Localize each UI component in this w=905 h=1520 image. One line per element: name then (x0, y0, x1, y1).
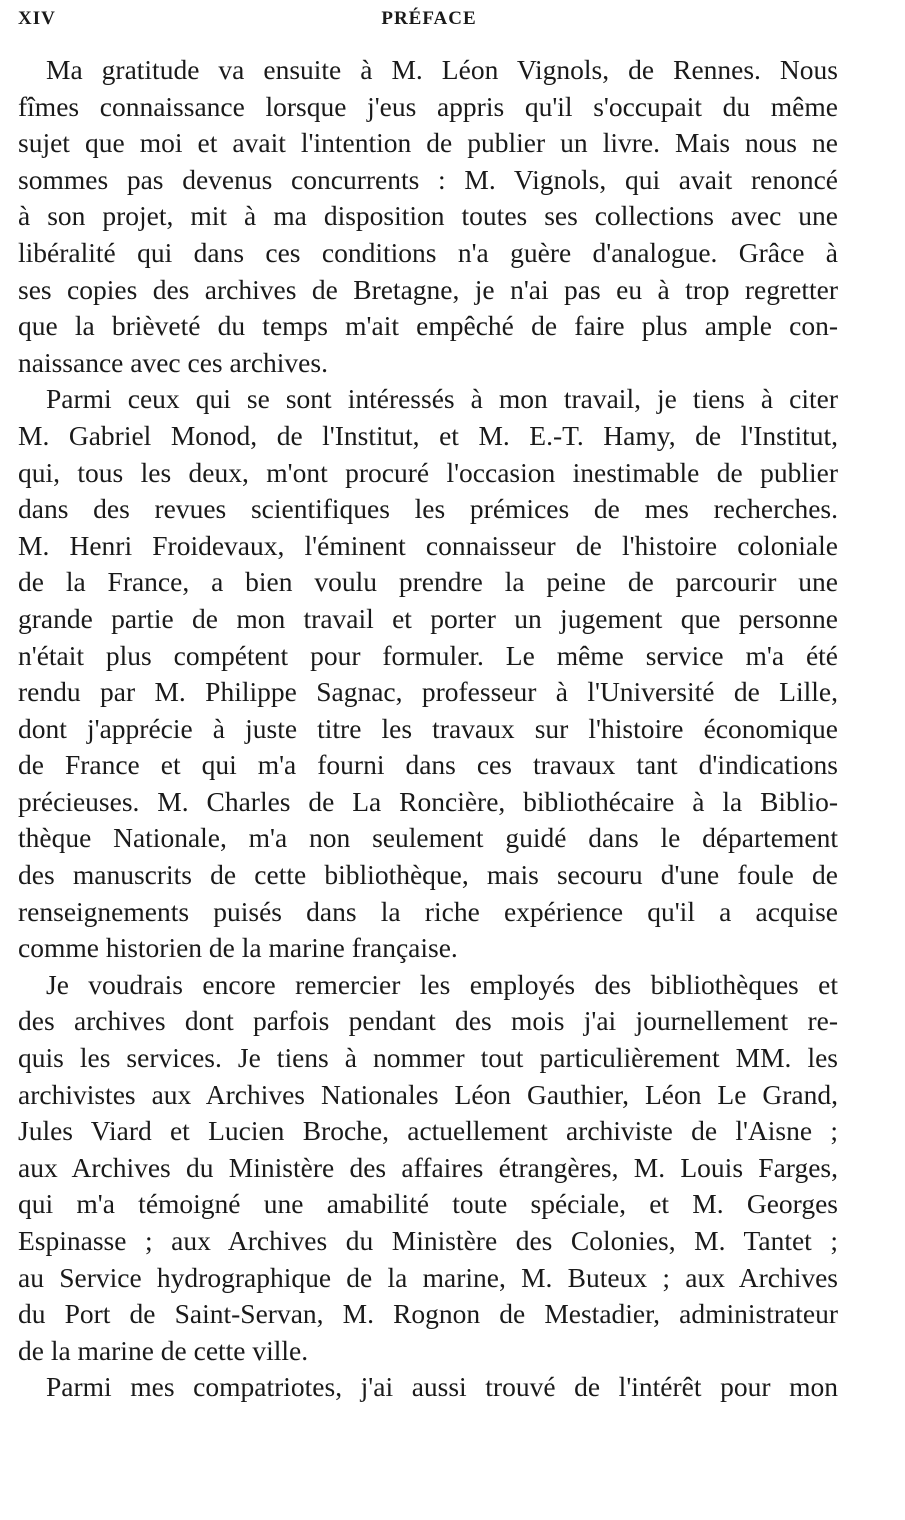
section-title: PRÉFACE (381, 8, 477, 29)
text-line: Espinasse ; aux Archives du Ministère des Colonies, M. Tantet ; (18, 1225, 838, 1256)
text-line: précieuses. M. Charles de La Roncière, bibliothécaire à la Biblio- (18, 785, 838, 817)
page-number: XIV (18, 8, 56, 29)
running-head (18, 8, 840, 34)
text-line: de la France, a bien voulu prendre la peine de parcourir une (18, 566, 838, 598)
text-line: grande partie de mon travail et porter un jugement que personne (18, 602, 838, 634)
paragraph-archivists (18, 967, 838, 1370)
text-line: rendu par M. Philippe Sagnac, professeur à l'Université de Lille, (18, 676, 838, 708)
text-line: sommes pas devenus concurrents : M. Vignols, qui avait renoncé (18, 163, 838, 195)
text-line: M. Henri Froidevaux, l'éminent connaisseur de l'histoire coloniale (18, 529, 838, 561)
text-line: sujet que moi et avait l'intention de publier un livre. Mais nous ne (18, 127, 838, 159)
text-line: libéralité qui dans ces conditions n'a guère d'analogue. Grâce à (18, 236, 838, 268)
text-line: des manuscrits de cette bibliothèque, mais secouru d'une foule de (18, 859, 838, 891)
text-line: du Port de Saint-Servan, M. Rognon de Mestadier, administrateur (18, 1298, 838, 1330)
paragraph-interested-scholars (18, 381, 838, 967)
text-line: Parmi mes compatriotes, j'ai aussi trouvé de l'intérêt pour mon (46, 1371, 838, 1403)
text-line: que la brièveté du temps m'ait empêché de faire plus ample con- (18, 310, 838, 342)
text-line: qui m'a témoigné une amabilité toute spéciale, et M. Georges (18, 1188, 838, 1220)
text-line: archivistes aux Archives Nationales Léon Gauthier, Léon Le Grand, (18, 1078, 838, 1110)
text-line: qui, tous les deux, m'ont procuré l'occasion inestimable de publier (18, 456, 838, 488)
text-line: dont j'apprécie à juste titre les travaux sur l'histoire économique (18, 712, 838, 744)
text-line: fîmes connaissance lorsque j'eus appris qu'il s'occupait du même (18, 90, 838, 122)
text-line: à son projet, mit à ma disposition toutes ses collections avec une (18, 200, 838, 232)
text-line: de la marine de cette ville. (18, 1334, 309, 1366)
text-line: thèque Nationale, m'a non seulement guidé dans le département (18, 822, 838, 854)
text-line: naissance avec ces archives. (18, 346, 328, 378)
text-line: comme historien de la marine française. (18, 932, 458, 964)
text-line: au Service hydrographique de la marine, M. Buteux ; aux Archives (18, 1261, 838, 1293)
text-line: aux Archives du Ministère des affaires étrangères, M. Louis Farges, (18, 1151, 838, 1183)
text-line: ses copies des archives de Bretagne, je n'ai pas eu à trop regretter (18, 273, 838, 305)
text-line: Jules Viard et Lucien Broche, actuellement archiviste de l'Aisne ; (18, 1115, 838, 1147)
text-line: Ma gratitude va ensuite à M. Léon Vignols, de Rennes. Nous (46, 54, 838, 85)
text-line: Parmi ceux qui se sont intéressés à mon travail, je tiens à citer (46, 383, 838, 415)
paragraph-compatriots (18, 1369, 838, 1406)
text-line: des archives dont parfois pendant des mois j'ai journellement re- (18, 1005, 838, 1037)
text-line: M. Gabriel Monod, de l'Institut, et M. E.-T. Hamy, de l'Institut, (18, 419, 838, 451)
paragraph-gratitude-vignols (18, 52, 838, 381)
text-line: n'était plus compétent pour formuler. Le même service m'a été (18, 639, 838, 671)
text-line: quis les services. Je tiens à nommer tout particulièrement MM. les (18, 1042, 838, 1074)
text-line: dans des revues scientifiques les prémices de mes recherches. (18, 493, 838, 525)
body-text (18, 52, 838, 1406)
text-line: Je voudrais encore remercier les employés des bibliothèques et (46, 968, 838, 1000)
text-line: de France et qui m'a fourni dans ces travaux tant d'indications (18, 749, 838, 781)
text-line: renseignements puisés dans la riche expérience qu'il a acquise (18, 895, 838, 927)
